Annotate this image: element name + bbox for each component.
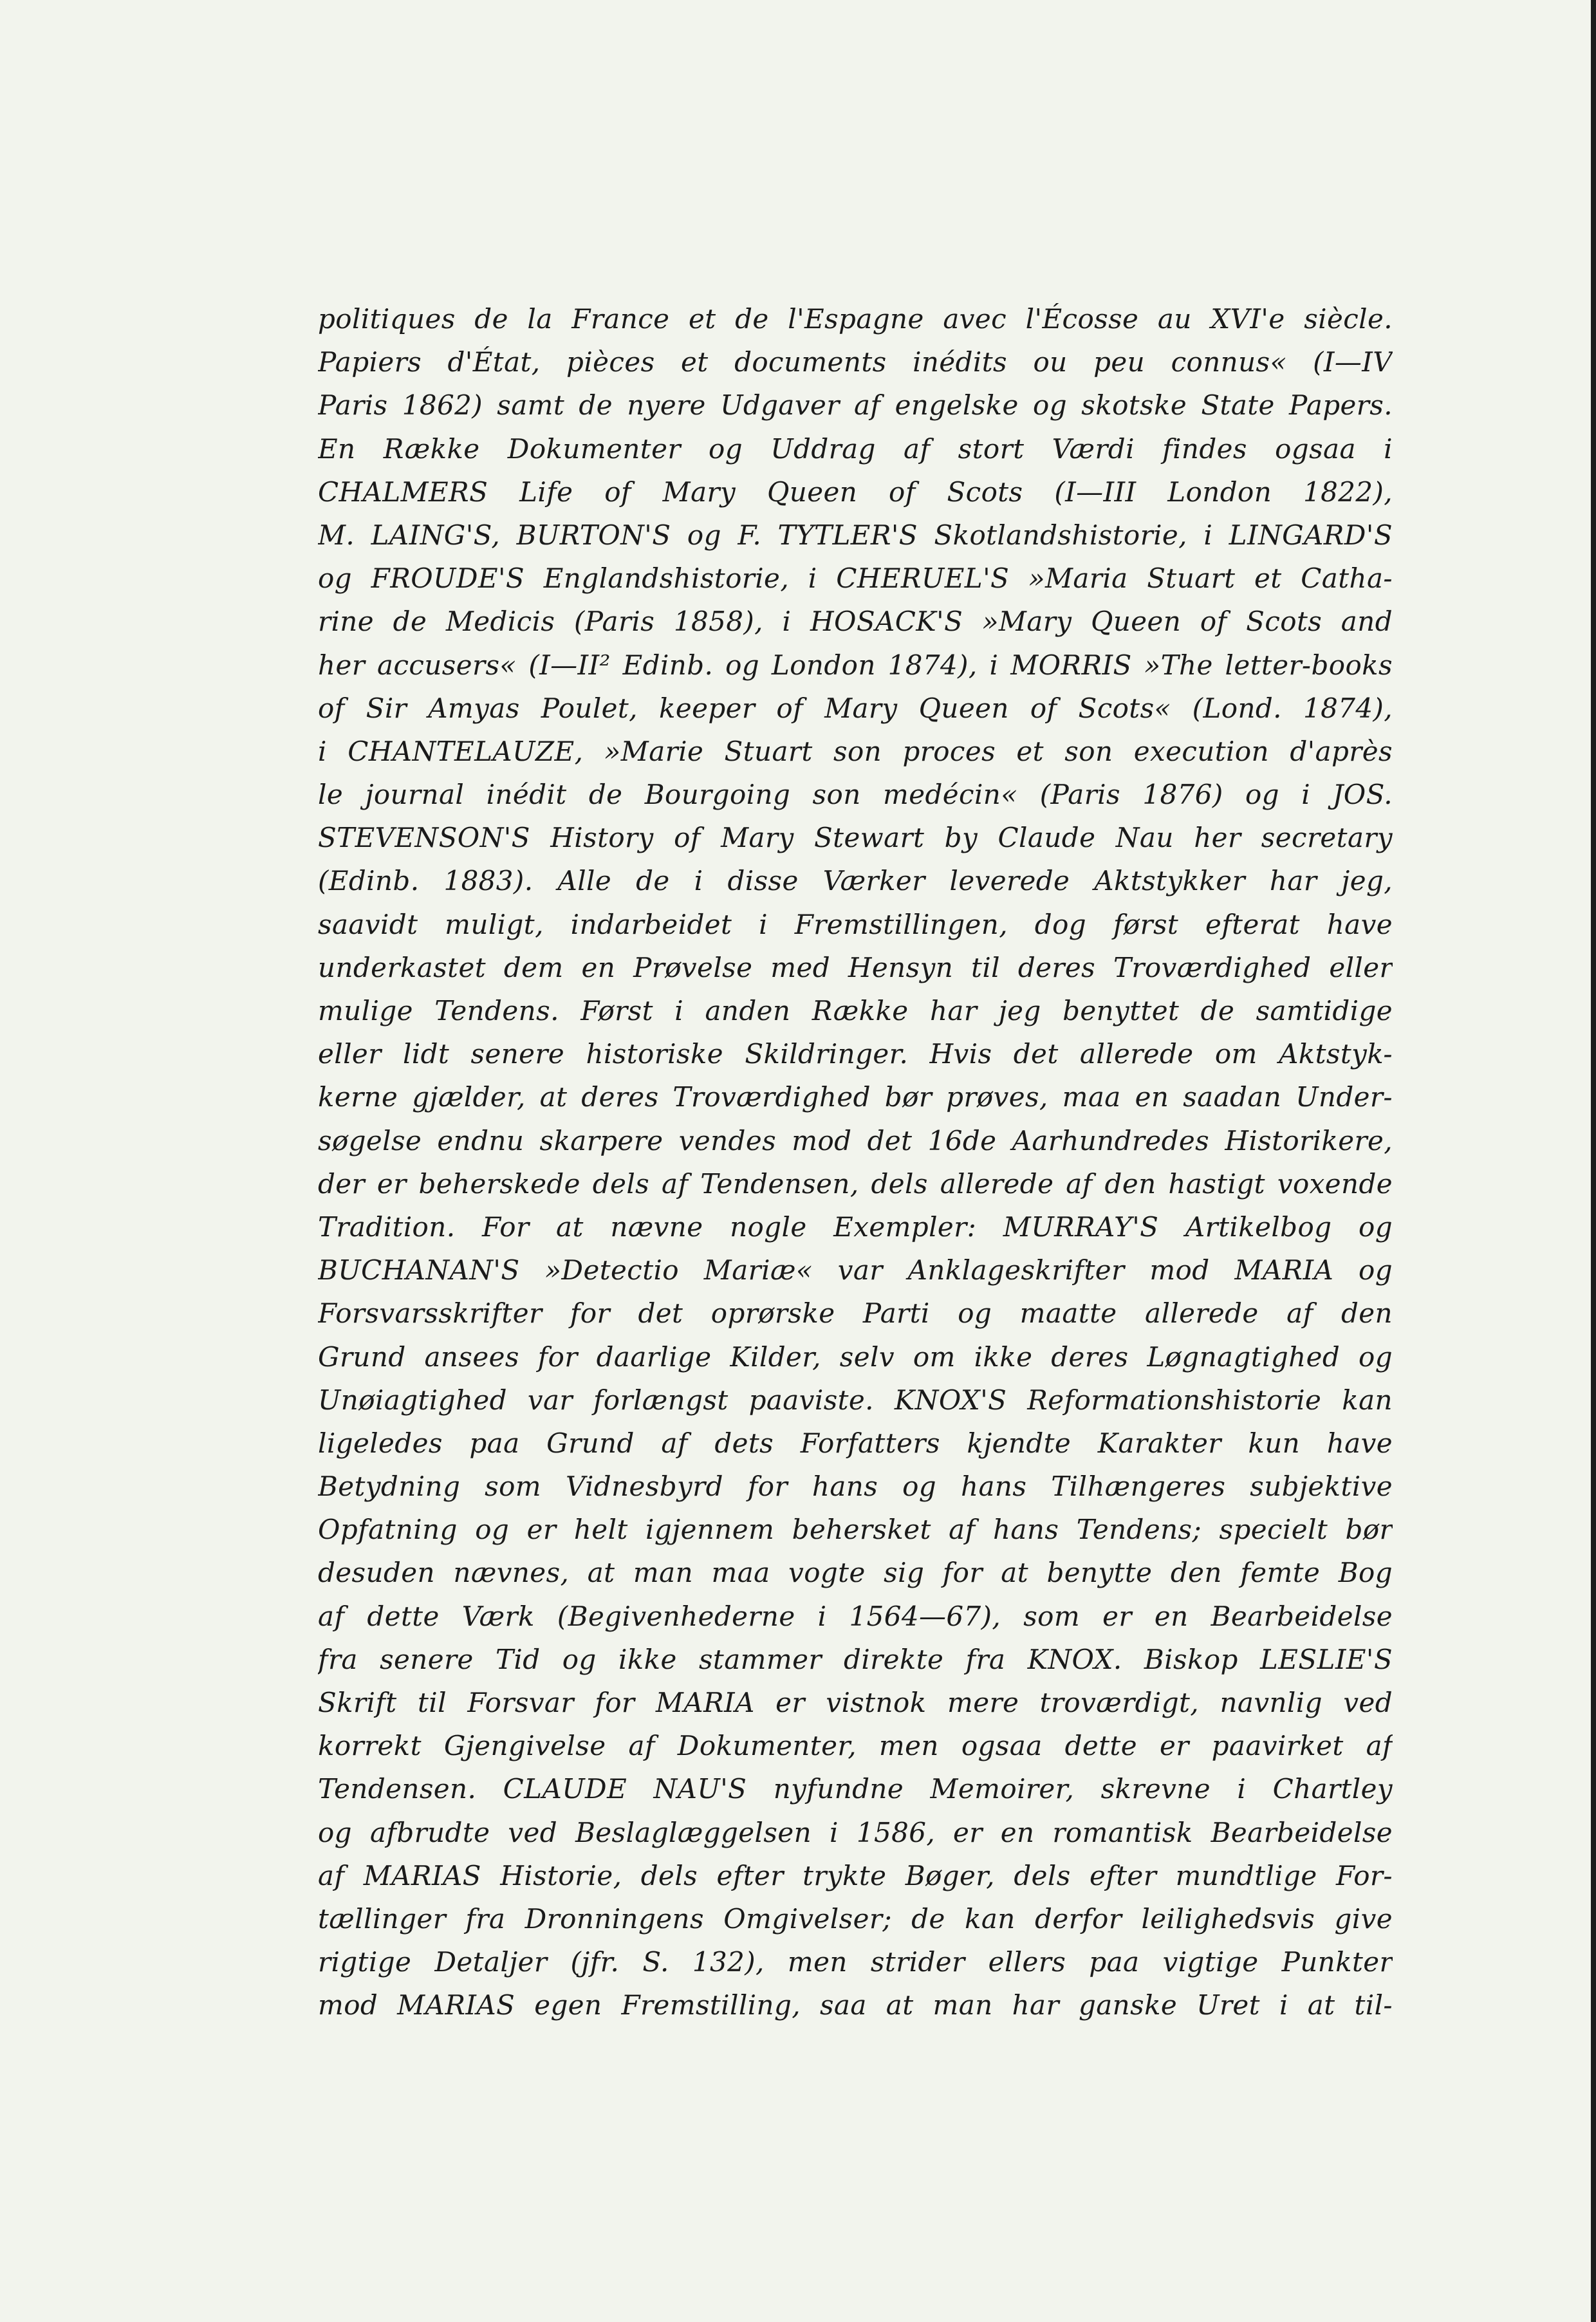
text-line-14: (Edinb. 1883). Alle de i disse Værker leverede Aktstykker har jeg, (318, 865, 1393, 897)
text-line-30: desuden nævnes, at man maa vogte sig for at benytte den femte Bog (318, 1557, 1393, 1589)
text-line-40: mod MARIAS egen Fremstilling, saa at man har ganske Uret i at til- (318, 1989, 1393, 2021)
text-line-11: i CHANTELAUZE, »Marie Stuart son proces et son execution d'après (318, 735, 1393, 767)
body-text (318, 297, 1393, 2027)
text-line-9: her accusers« (I—II² Edinb. og London 1874), i MORRIS »The letter-books (318, 649, 1393, 681)
text-line-8: rine de Medicis (Paris 1858), i HOSACK'S »Mary Queen of Scots and (318, 606, 1393, 638)
text-line-6: M. LAING'S, BURTON'S og F. TYTLER'S Skotlandshistorie, i LINGARD'S (318, 519, 1393, 551)
text-line-15: saavidt muligt, indarbeidet i Fremstillingen, dog først efterat have (318, 908, 1393, 940)
text-line-26: Unøiagtighed var forlængst paaviste. KNOX'S Reformationshistorie kan (318, 1384, 1393, 1416)
text-line-4: En Række Dokumenter og Uddrag af stort Værdi findes ogsaa i (318, 432, 1393, 465)
text-line-10: of Sir Amyas Poulet, keeper of Mary Queen of Scots« (Lond. 1874), (318, 692, 1393, 724)
text-line-35: Tendensen. CLAUDE NAU'S nyfundne Memoirer, skrevne i Chartley (318, 1773, 1393, 1805)
text-line-38: tællinger fra Dronningens Omgivelser; de kan derfor leilighedsvis give (318, 1902, 1393, 1935)
text-line-37: af MARIAS Historie, dels efter trykte Bøger, dels efter mundtlige For- (318, 1859, 1393, 1891)
scan-edge (1591, 0, 1596, 2322)
text-line-27: ligeledes paa Grund af dets Forfatters kjendte Karakter kun have (318, 1427, 1393, 1459)
text-line-5: CHALMERS Life of Mary Queen of Scots (I—III London 1822), (318, 476, 1393, 508)
text-line-13: STEVENSON'S History of Mary Stewart by Claude Nau her secretary (318, 822, 1393, 854)
text-line-36: og afbrudte ved Beslaglæggelsen i 1586, er en romantisk Bearbeidelse (318, 1816, 1393, 1848)
text-line-28: Betydning som Vidnesbyrd for hans og hans Tilhængeres subjektive (318, 1471, 1393, 1503)
text-line-2: Papiers d'État, pièces et documents inédits ou peu connus« (I—IV (318, 346, 1393, 378)
text-line-31: af dette Værk (Begivenhederne i 1564—67), som er en Bearbeidelse (318, 1600, 1393, 1632)
text-line-1: politiques de la France et de l'Espagne avec l'Écosse au XVI'e siècle. (318, 303, 1393, 335)
text-line-19: kerne gjælder, at deres Troværdighed bør prøves, maa en saadan Under- (318, 1081, 1393, 1113)
text-line-17: mulige Tendens. Først i anden Række har jeg benyttet de samtidige (318, 995, 1393, 1026)
text-line-32: fra senere Tid og ikke stammer direkte fra KNOX. Biskop LESLIE'S (318, 1643, 1393, 1675)
text-line-33: Skrift til Forsvar for MARIA er vistnok mere troværdigt, navnlig ved (318, 1687, 1393, 1718)
text-line-21: der er beherskede dels af Tendensen, dels allerede af den hastigt voxende (318, 1167, 1393, 1200)
text-line-34: korrekt Gjengivelse af Dokumenter, men ogsaa dette er paavirket af (318, 1730, 1393, 1762)
text-line-24: Forsvarsskrifter for det oprørske Parti og maatte allerede af den (318, 1297, 1393, 1330)
text-line-22: Tradition. For at nævne nogle Exempler: MURRAY'S Artikelbog og (318, 1211, 1393, 1243)
text-line-25: Grund ansees for daarlige Kilder, selv om ikke deres Løgnagtighed og (318, 1341, 1393, 1373)
text-line-16: underkastet dem en Prøvelse med Hensyn til deres Troværdighed eller (318, 951, 1393, 983)
text-line-18: eller lidt senere historiske Skildringer. Hvis det allerede om Aktstyk- (318, 1038, 1393, 1070)
text-line-39: rigtige Detaljer (jfr. S. 132), men strider ellers paa vigtige Punkter (318, 1946, 1393, 1978)
text-line-3: Paris 1862) samt de nyere Udgaver af engelske og skotske State Papers. (318, 389, 1393, 422)
text-line-29: Opfatning og er helt igjennem behersket af hans Tendens; specielt bør (318, 1514, 1393, 1546)
text-line-7: og FROUDE'S Englandshistorie, i CHERUEL'S »Maria Stuart et Catha- (318, 562, 1393, 595)
text-line-20: søgelse endnu skarpere vendes mod det 16de Aarhundredes Historikere, (318, 1124, 1393, 1156)
text-line-23: BUCHANAN'S »Detectio Mariæ« var Anklageskrifter mod MARIA og (318, 1254, 1393, 1286)
text-line-12: le journal inédit de Bourgoing son medécin« (Paris 1876) og i JOS. (318, 779, 1393, 811)
